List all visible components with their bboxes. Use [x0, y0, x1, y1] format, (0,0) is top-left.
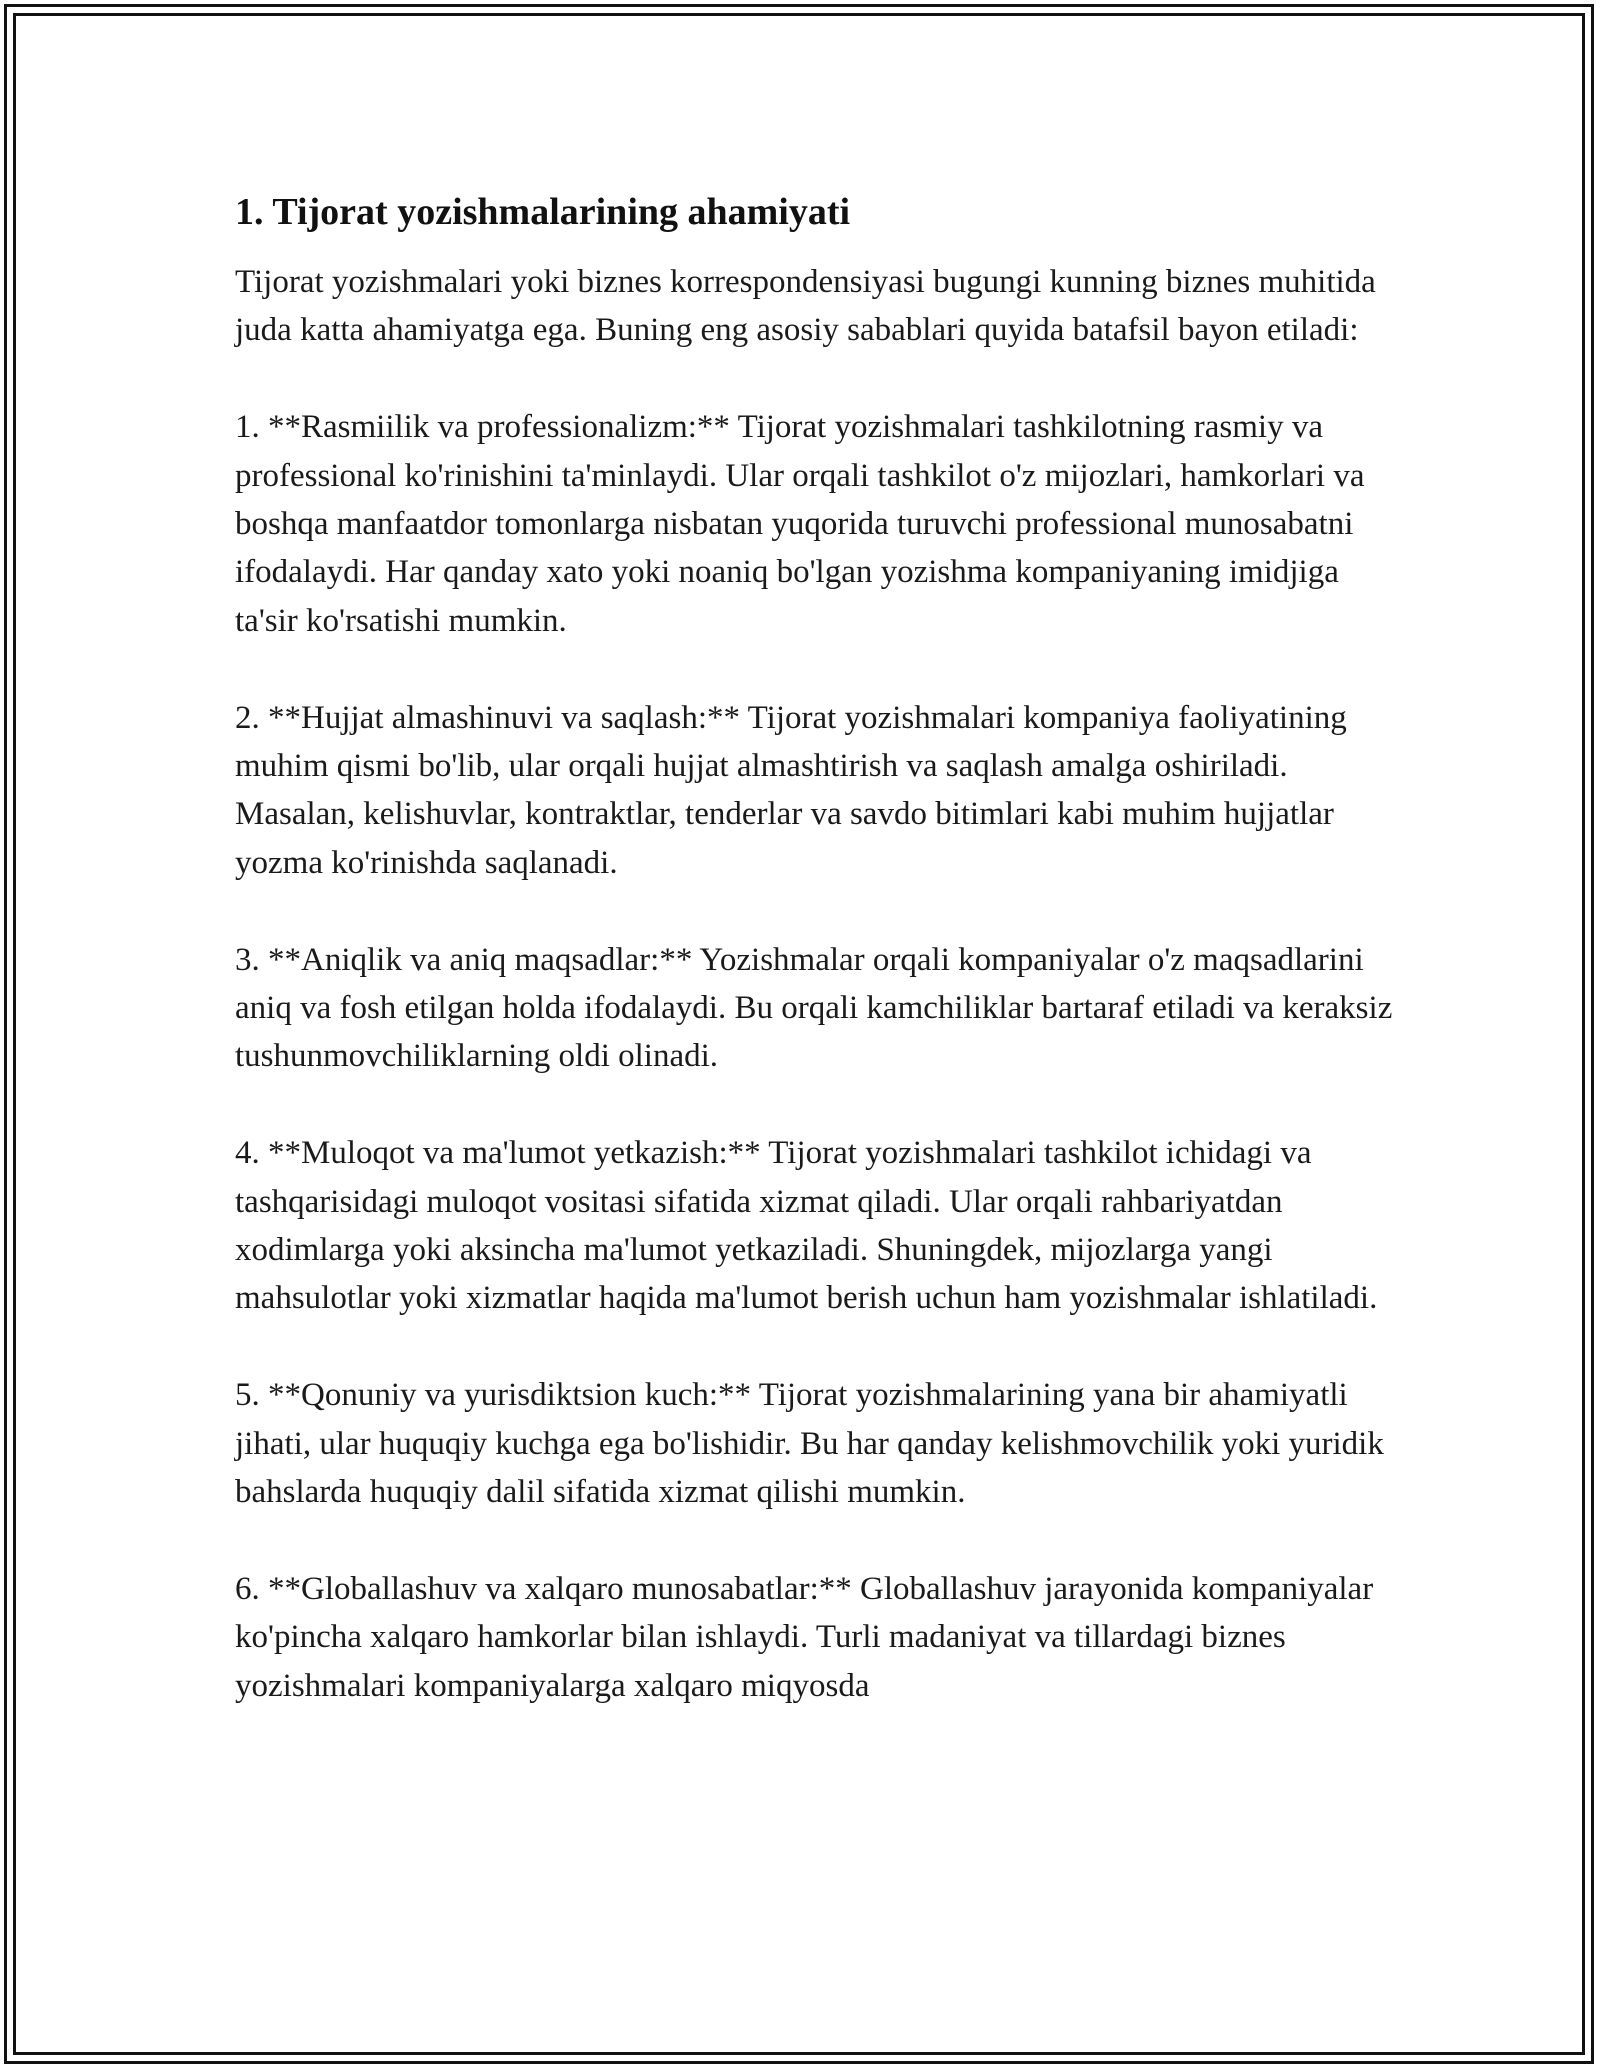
list-item-6: 6. **Globallashuv va xalqaro munosabatlar:** Globallashuv jarayonida kompaniyalar ko'pincha xalqaro hamkorlar bilan ishlaydi. Turli madaniyat va tillardagi biznes yozishmalari kompaniyalarga xalqaro miqyosda — [235, 1570, 1374, 1704]
list-item-4: 4. **Muloqot va ma'lumot yetkazish:** Tijorat yozishmalari tashkilot ichidagi va tashqarisidagi muloqot vositasi sifatida xizmat qiladi. Ular orqali rahbariyatdan xodimlarga yoki aksincha ma'lumot yetkaziladi. Shuningdek, mijozlarga yangi mahsulotlar yoki xizmatlar haqida ma'lumot berish uchun ham yozishmalar ishlatiladi. — [235, 1135, 1378, 1317]
list-item-2: 2. **Hujjat almashinuvi va saqlash:** Tijorat yozishmalari kompaniya faoliyatining muhim qismi bo'lib, ular orqali hujjat almashtirish va saqlash amalga oshiriladi. Masalan, kelishuvlar, kontraktlar, tenderlar va savdo bitimlari kabi muhim hujjatlar yozma ko'rinishda saqlanadi. — [235, 699, 1347, 881]
document-body — [235, 188, 1395, 1710]
list-item-5: 5. **Qonuniy va yurisdiktsion kuch:** Tijorat yozishmalarining yana bir ahamiyatli jihati, ular huquqiy kuchga ega bo'lishidir. Bu har qanday kelishmovchilik yoki yuridik bahslarda huquqiy dalil sifatida xizmat qilishi mumkin. — [235, 1377, 1384, 1511]
list-item-3: 3. **Aniqlik va aniq maqsadlar:** Yozishmalar orqali kompaniyalar o'z maqsadlarini aniq va fosh etilgan holda ifodalaydi. Bu orqali kamchiliklar bartaraf etiladi va keraksiz tushunmovchiliklarning oldi olinadi. — [235, 941, 1393, 1075]
intro-paragraph: Tijorat yozishmalari yoki biznes korrespondensiyasi bugungi kunning biznes muhitida juda katta ahamiyatga ega. Buning eng asosiy sabablari quyida batafsil bayon etiladi: — [235, 264, 1376, 349]
list-item-1: 1. **Rasmiilik va professionalizm:** Tijorat yozishmalari tashkilotning rasmiy va professional ko'rinishini ta'minlaydi. Ular orqali tashkilot o'z mijozlari, hamkorlari va boshqa manfaatdor tomonlarga nisbatan yuqorida turuvchi professional munosabatni ifodalaydi. Har qanday xato yoki noaniq bo'lgan yozishma kompaniyaning imidjiga ta'sir ko'rsatishi mumkin. — [235, 409, 1365, 639]
document-title: 1. Tijorat yozishmalarining ahamiyati — [235, 191, 851, 233]
